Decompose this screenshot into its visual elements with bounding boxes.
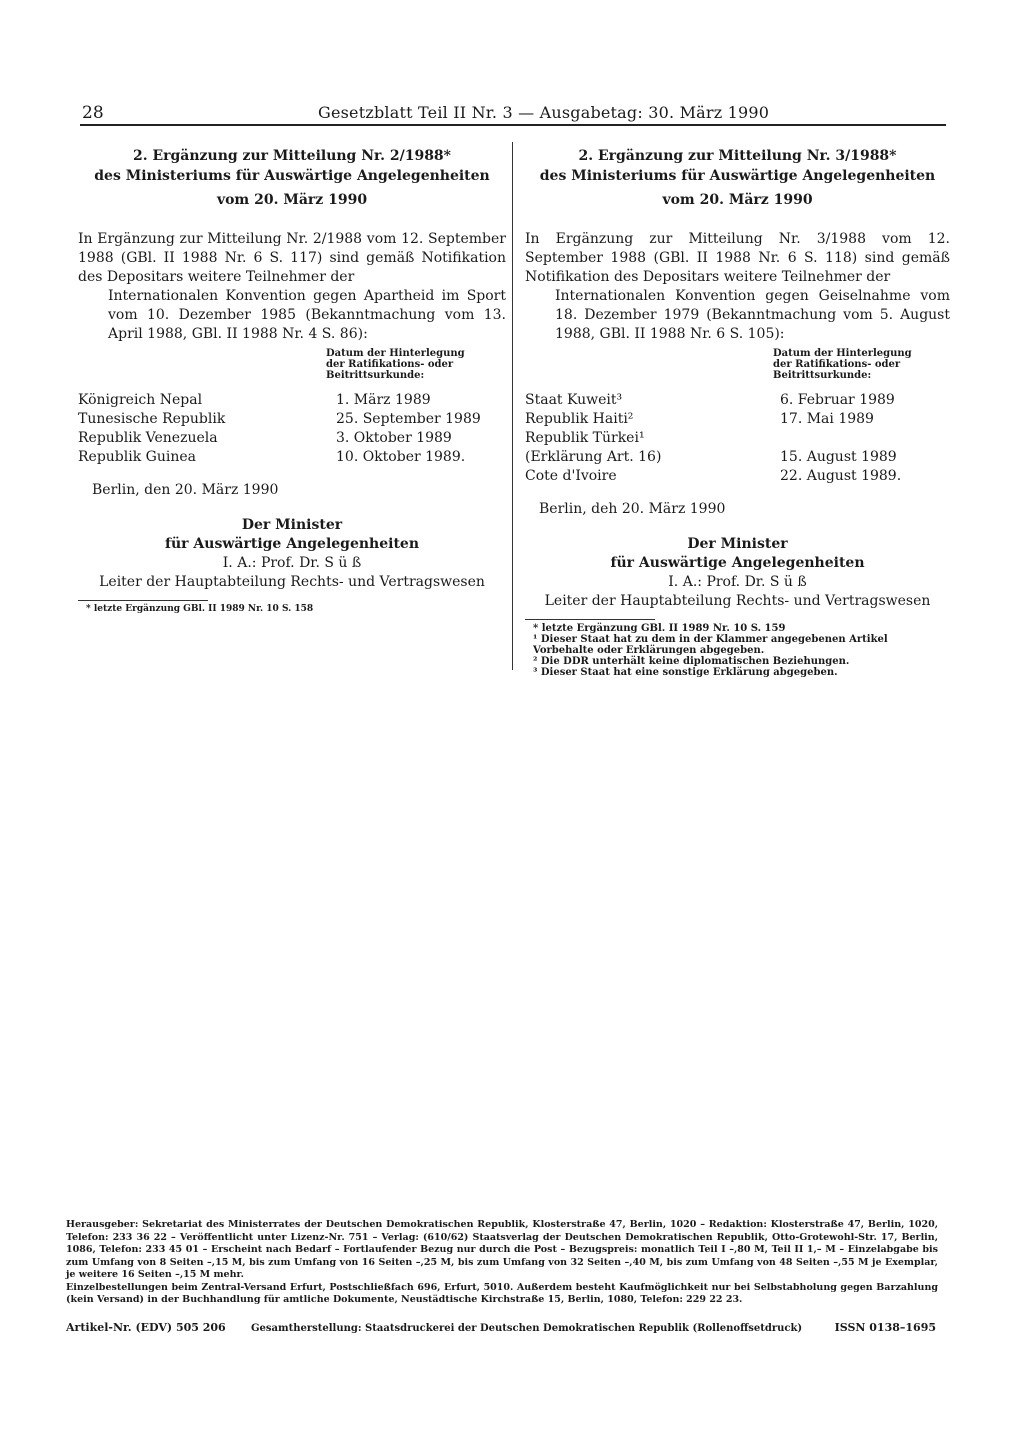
header-rule (80, 124, 946, 126)
left-footnote: * letzte Ergänzung GBl. II 1989 Nr. 10 S. 158 (86, 604, 314, 614)
footnote-rule (78, 600, 208, 601)
printer: Gesamtherstellung: Staatsdruckerei der Deutschen Demokratischen Republik (Rollenoffsetdruck) (251, 1323, 803, 1334)
issn: ISSN 0138–1695 (834, 1321, 936, 1334)
right-footnote-0: * letzte Ergänzung GBl. II 1989 Nr. 10 S. 159 (533, 623, 786, 634)
imprint-orders: Einzelbestellungen beim Zentral-Versand Erfurt, Postschließfach 696, Erfurt, 5010. Außerdem besteht Kaufmöglichkeit nur bei Selbstabholung gegen Barzahlung (kein Versand) in der Buchhandlung für amtliche Dokumente, Neustädtische Kirchstraße 15, Berlin, 1080, Telefon: 229 22 23. (66, 1281, 938, 1305)
left-column (78, 146, 506, 615)
right-footnote-3: ³ Dieser Staat hat eine sonstige Erklärung abgegeben. (533, 667, 838, 678)
left-place-date: Berlin, den 20. März 1990 (92, 482, 279, 498)
left-title-line2: des Ministeriums für Auswärtige Angelegenheiten (94, 168, 490, 184)
table-row: Königreich Nepal 1. März 1989 (78, 392, 431, 408)
right-convention: Internationalen Konvention gegen Geiselnahme vom 18. Dezember 1979 (Bekanntmachung vom 5. August 1988, GBl. II 1988 Nr. 6 S. 105): (555, 288, 950, 342)
footnote-rule (525, 619, 655, 620)
right-place-date: Berlin, deh 20. März 1990 (539, 501, 726, 517)
left-states-table (78, 391, 506, 467)
right-title-line2: des Ministeriums für Auswärtige Angelegenheiten (539, 168, 936, 184)
table-row: Republik Haiti² 17. Mai 1989 (525, 411, 874, 427)
left-signature: Der Minister für Auswärtige Angelegenheiten I. A.: Prof. Dr. S ü ß Leiter der Hauptabteilung Rechts- und Vertragswesen (99, 517, 485, 590)
left-intro: In Ergänzung zur Mitteilung Nr. 2/1988 vom 12. September 1988 (GBl. II 1988 Nr. 6 S. 117) sind gemäß Notifikation des Depositars weitere Teilnehmer der (78, 231, 506, 285)
left-title-line1: 2. Ergänzung zur Mitteilung Nr. 2/1988* (132, 148, 451, 164)
table-row: (Erklärung Art. 16) 15. August 1989 (525, 449, 897, 465)
table-row: Republik Venezuela 3. Oktober 1989 (78, 430, 452, 446)
left-convention: Internationalen Konvention gegen Apartheid im Sport vom 10. Dezember 1985 (Bekanntmachung vom 13. April 1988, GBl. II 1988 Nr. 4 S. 86): (108, 288, 506, 342)
right-footnote-1: ¹ Dieser Staat hat zu dem in der Klammer angegebenen Artikel Vorbehalte oder Erklärungen abgegeben. (533, 634, 888, 656)
right-column (525, 146, 950, 678)
left-title-date: vom 20. März 1990 (216, 192, 368, 208)
right-title-line1: 2. Ergänzung zur Mitteilung Nr. 3/1988* (578, 148, 897, 164)
imprint (66, 1219, 938, 1307)
table-row: Staat Kuweit³ 6. Februar 1989 (525, 392, 895, 408)
imprint-footer-line (66, 1321, 938, 1334)
right-title-date: vom 20. März 1990 (662, 192, 813, 208)
right-datum-heading: Datum der Hinterlegung der Ratifikations- oder Beitrittsurkunde: (773, 348, 912, 381)
right-footnote-2: ² Die DDR unterhält keine diplomatischen Beziehungen. (533, 656, 850, 667)
right-intro: In Ergänzung zur Mitteilung Nr. 3/1988 vom 12. September 1988 (GBl. II 1988 Nr. 6 S. 118) sind gemäß Notifikation des Depositars weitere Teilnehmer der (525, 231, 950, 285)
page-number: 28 (82, 103, 104, 123)
left-datum-heading: Datum der Hinterlegung der Ratifikations- oder Beitrittsurkunde: (326, 348, 465, 381)
table-row: Cote d'Ivoire 22. August 1989. (525, 468, 902, 484)
table-row: Republik Guinea 10. Oktober 1989. (78, 449, 466, 465)
table-row: Tunesische Republik 25. September 1989 (78, 411, 481, 427)
imprint-publisher: Herausgeber: Sekretariat des Ministerrates der Deutschen Demokratischen Republik, Klosterstraße 47, Berlin, 1020 – Redaktion: Klosterstraße 47, Berlin, 1020, Telefon: 233 36 22 – Veröffentlicht unter Lizenz-Nr. 751 – Verlag: (610/62) Staatsverlag der Deutschen Demokratischen Republik, Otto-Grotewohl-Str. 17, Berlin, 1086, Telefon: 233 45 01 – Erscheint nach Bedarf – Fortlaufender Bezug nur durch die Post – Bezugspreis: monatlich Teil I –,80 M, Teil II 1,– M – Einzelabgabe bis zum Umfang von 8 Seiten –,15 M, bis zum Umfang von 16 Seiten –,25 M, bis zum Umfang von 32 Seiten –,40 M, bis zum Umfang von 48 Seiten –,55 M je Exemplar, je weitere 16 Seiten –,15 M mehr. (66, 1219, 938, 1280)
running-header: Gesetzblatt Teil II Nr. 3 — Ausgabetag: 30. März 1990 (318, 103, 770, 122)
article-number: Artikel-Nr. (EDV) 505 206 (66, 1321, 226, 1334)
column-divider (512, 142, 513, 670)
table-row: Republik Türkei¹ (525, 430, 645, 446)
right-signature: Der Minister für Auswärtige Angelegenheiten I. A.: Prof. Dr. S ü ß Leiter der Hauptabteilung Rechts- und Vertragswesen (544, 536, 931, 609)
right-states-table (525, 391, 950, 486)
